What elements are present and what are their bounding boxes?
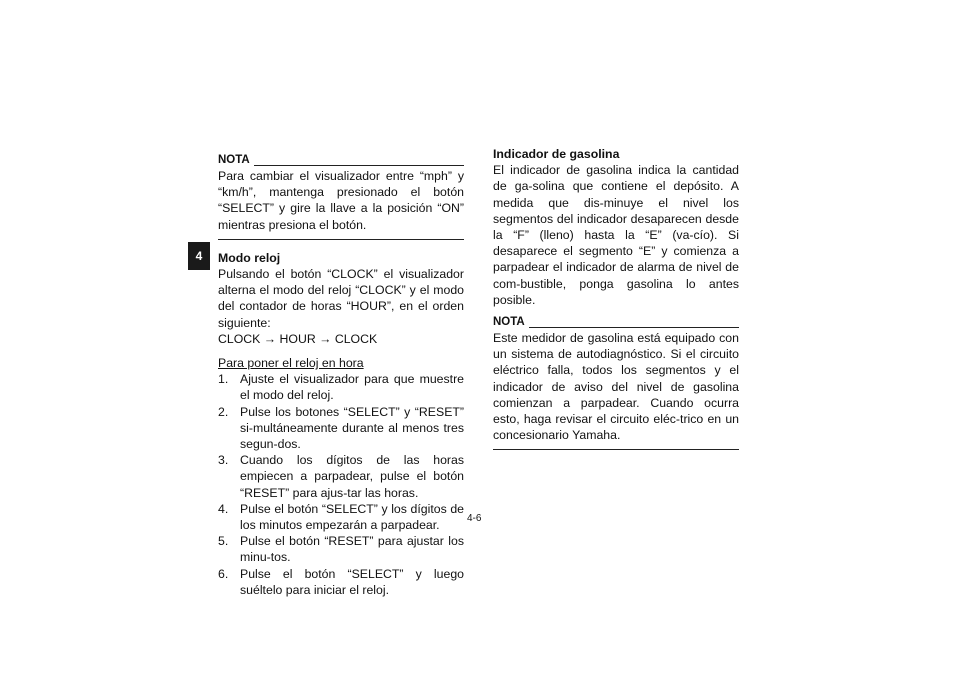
note-text: Este medidor de gasolina está equipado con un sistema de autodiagnóstico. Si el circuito eléctrico falla, todos los segmentos y el indicador de aviso del nivel de gasolina comienzan a parpadear. Cuando ocurra esto, haga revisar el circuito eléc-trico en un concesionario Yamaha. xyxy=(493,331,739,443)
step-item: 1. Ajuste el visualizador para que muestre el modo del reloj. xyxy=(218,372,464,403)
step-item: 2. Pulse los botones “SELECT” y “RESET” si-multáneamente durante al menos tres segun-dos. xyxy=(218,404,464,452)
step-item: 5. Pulse el botón “RESET” para ajustar los minu-tos. xyxy=(218,534,464,565)
fuel-gauge-text: El indicador de gasolina indica la cantidad de ga-solina que contiene el depósito. A medida que dis-minuye el nivel los segmentos del indicador desaparecen desde la “F” (lleno) hasta la “E” (va-cío). Si desaparece el segmento “E” y comienza a parpadear el indicador de alarma de nivel de com-bustible, ponga gasolina lo antes posible. xyxy=(493,163,739,307)
note-text: Para cambiar el visualizador entre “mph” y “km/h”, mantenga presionado el botón “SELECT” y gire la llave a la posición “ON” mientras presiona el botón. xyxy=(218,169,464,232)
note-end-rule xyxy=(218,239,464,240)
clock-steps-list xyxy=(218,371,464,598)
step-item: 4. Pulse el botón “SELECT” y los dígitos de los minutos empezarán a parpadear. xyxy=(218,501,464,533)
note-label: NOTA xyxy=(218,153,250,166)
note-rule xyxy=(529,327,739,328)
note-header xyxy=(218,154,464,168)
clock-mode-text: Pulsando el botón “CLOCK” el visualizador alterna el modo del reloj “CLOCK” y el modo del contador de horas “HOUR”, en el orden siguiente: xyxy=(218,267,464,330)
chapter-tab-number: 4 xyxy=(195,249,203,263)
right-column xyxy=(493,146,739,460)
note-end-rule xyxy=(493,449,739,450)
clock-mode-heading: Modo reloj xyxy=(218,250,281,265)
clock-setting-heading: Para poner el reloj en hora xyxy=(218,356,364,371)
note-rule xyxy=(254,165,464,166)
step-item: 3. Cuando los dígitos de las horas empiecen a parpadear, pulse el botón “RESET” para ajus-tar las horas. xyxy=(218,453,464,500)
clock-sequence: CLOCK → HOUR → CLOCK xyxy=(218,331,378,346)
left-column xyxy=(218,154,464,598)
fuel-gauge-heading: Indicador de gasolina xyxy=(493,147,620,161)
page-number: 4-6 xyxy=(467,513,482,524)
chapter-tab xyxy=(188,242,210,270)
note-label: NOTA xyxy=(493,315,525,328)
note-header xyxy=(493,316,739,330)
step-item: 6. Pulse el botón “SELECT” y luego suéltelo para iniciar el reloj. xyxy=(218,566,464,597)
